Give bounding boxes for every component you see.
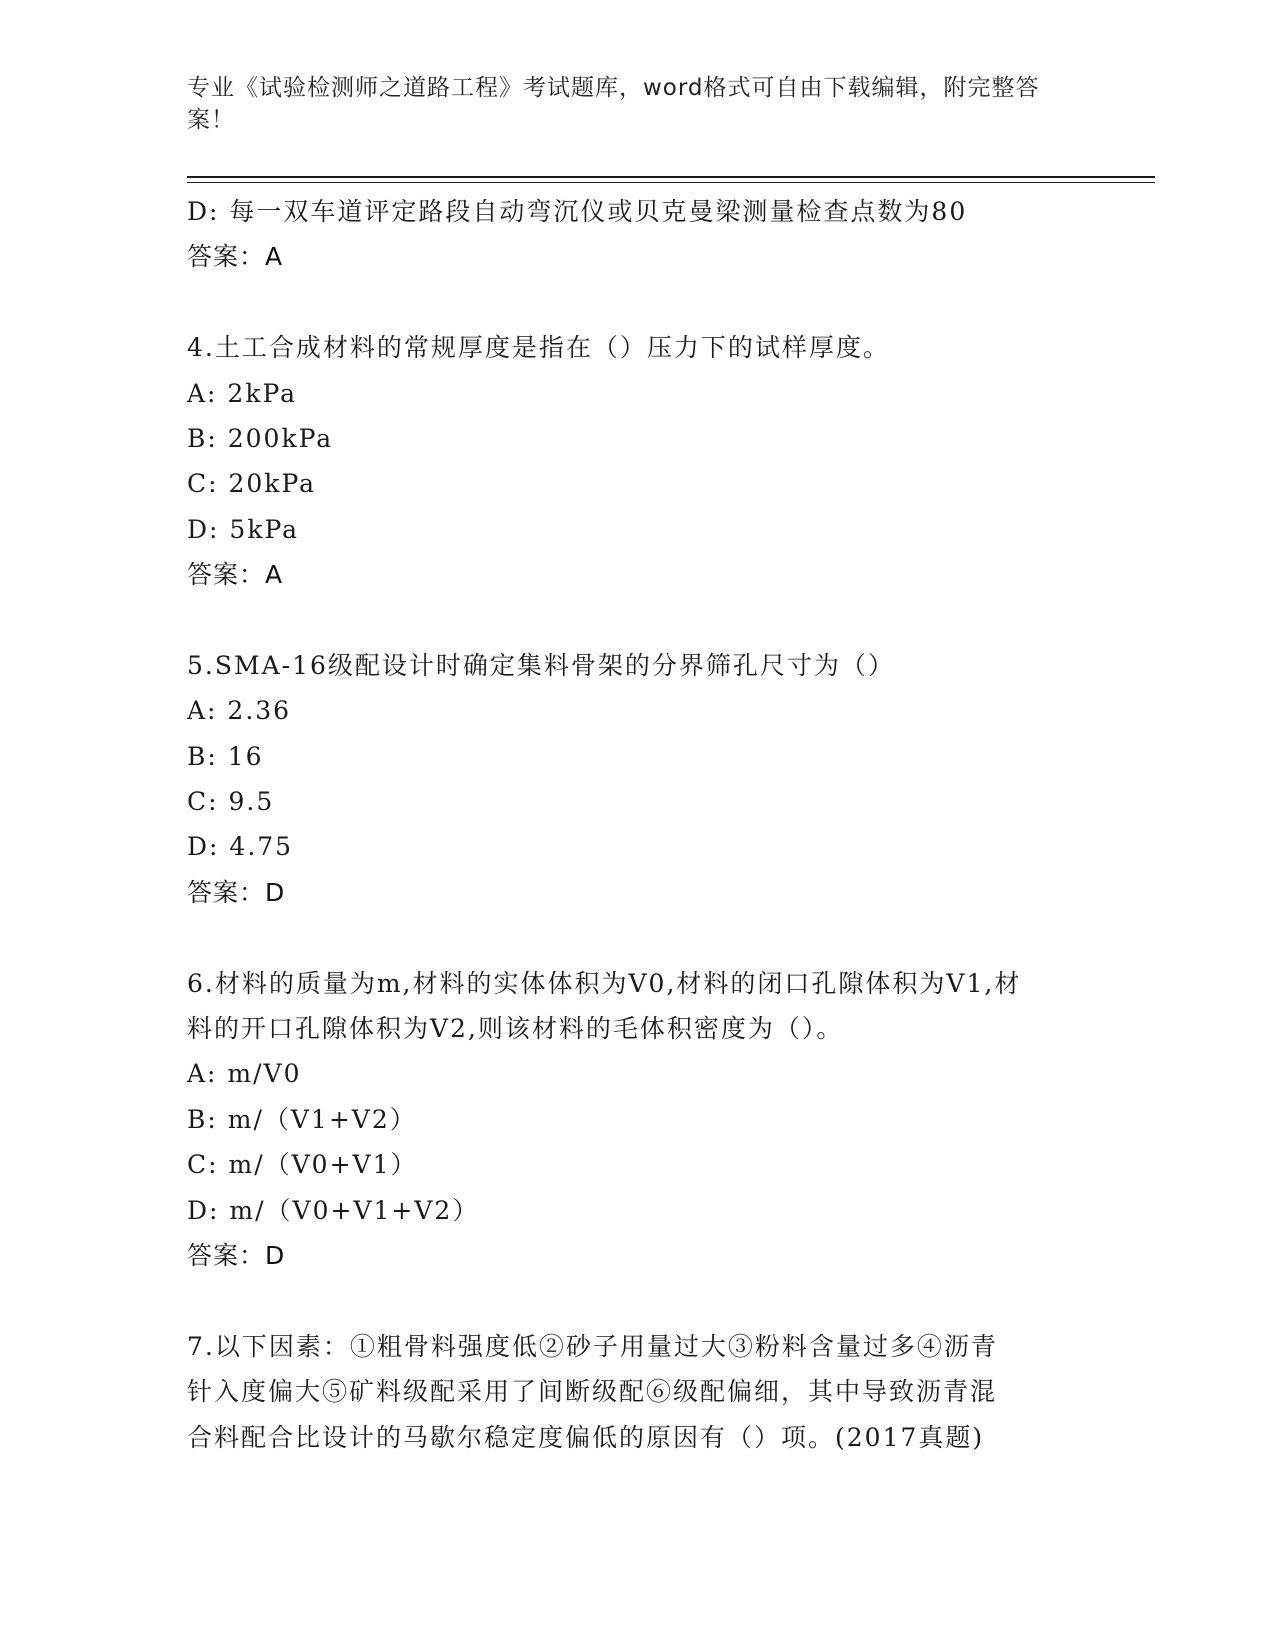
question-stem-cont: 料的开口孔隙体积为V2,则该材料的毛体积密度为（）。 [187,1014,844,1044]
question-stem: 6.材料的质量为m,材料的实体体积为V0,材料的闭口孔隙体积为V1,材 [187,968,1022,998]
option-b: B: m/（V1+V2） [187,1104,417,1134]
question-stem: 7.以下因素：①粗骨料强度低②砂子用量过大③粉料含量过多④沥青 [187,1331,998,1361]
question-stem: 4.土工合成材料的常规厚度是指在（）压力下的试样厚度。 [187,333,890,363]
document-header [187,72,1077,136]
spacer [187,915,1087,960]
option-b: B: 200kPa [187,423,334,453]
option-d: D: 5kPa [187,514,300,544]
question-4 [187,325,1087,597]
question-5 [187,643,1087,915]
spacer [187,598,1087,643]
option-d: D: m/（V0+V1+V2） [187,1195,480,1225]
spacer [187,1278,1087,1323]
option-a: A: 2kPa [187,378,298,408]
document-body [187,189,1087,1460]
question-6 [187,961,1087,1279]
answer-line: 答案：A [187,560,284,590]
header-rule-thin [187,182,1155,183]
header-text: 专业《试验检测师之道路工程》考试题库，word格式可自由下载编辑，附完整答案！ [187,75,1040,133]
option-c: C: 20kPa [187,469,317,499]
question-3-tail [187,189,1087,280]
option-a: A: 2.36 [187,696,292,726]
answer-line: 答案：D [187,877,286,907]
spacer [187,280,1087,325]
option-d: D: 4.75 [187,832,294,862]
option-c: C: 9.5 [187,787,275,817]
question-7 [187,1324,1087,1460]
question-stem-cont: 针入度偏大⑤矿料级配采用了间断级配⑥级配偏细，其中导致沥青混 [187,1377,998,1407]
question-stem-cont: 合料配合比设计的马歇尔稳定度偏低的原因有（）项。(2017真题) [187,1422,985,1452]
answer-line: 答案：D [187,1240,286,1270]
answer-line: 答案：A [187,242,284,272]
header-rule-thick [187,176,1155,178]
option-a: A: m/V0 [187,1059,302,1089]
option-d: D: 每一双车道评定路段自动弯沉仪或贝克曼梁测量检查点数为80 [187,197,968,226]
option-c: C: m/（V0+V1） [187,1150,418,1180]
option-b: B: 16 [187,741,264,771]
question-stem: 5.SMA-16级配设计时确定集料骨架的分界筛孔尺寸为（） [187,650,895,680]
